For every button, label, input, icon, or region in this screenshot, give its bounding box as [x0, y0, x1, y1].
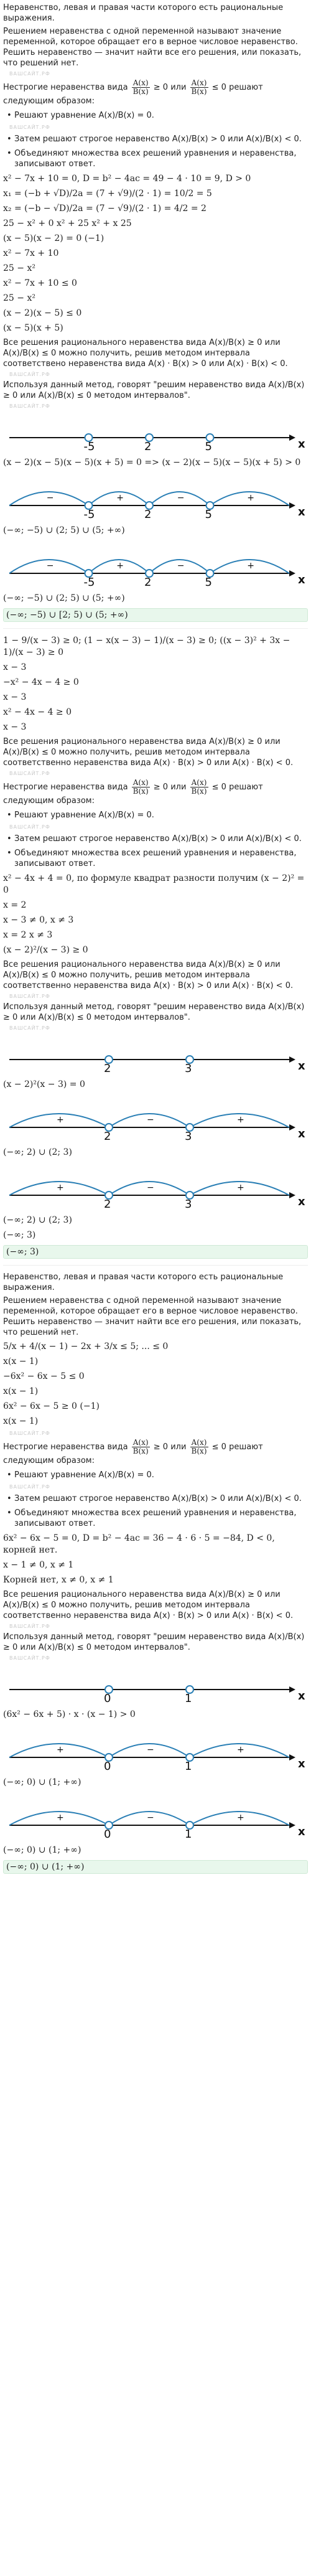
sign-label: −: [147, 1183, 154, 1193]
sign-label: +: [57, 1813, 64, 1823]
number-line: [3, 1662, 308, 1706]
list-item: • Объединяют множества всех решений уравнения и неравенства, записывают ответ.: [3, 148, 308, 169]
math-line: Корней нет, x ≠ 0, x ≠ 1: [3, 1575, 114, 1585]
interval-answer: (−∞; 0) ∪ (1; +∞): [3, 1845, 81, 1855]
sign-label: −: [46, 493, 54, 503]
fraction: $\frac{A(x)}{B(x)}$: [191, 1438, 207, 1455]
definition-text: Неравенство, левая и правая части которого есть рациональные выражения.: [3, 1272, 284, 1292]
sign-label: +: [57, 1183, 64, 1193]
watermark: ВАШСАЙТ.РФ: [9, 1025, 50, 1031]
watermark: ВАШСАЙТ.РФ: [9, 994, 50, 999]
number-line: [3, 1792, 308, 1841]
axis-label: x: [298, 1690, 305, 1703]
sign-label: −: [147, 1745, 154, 1755]
point-label: 2: [104, 1198, 111, 1211]
axis-arrow: [289, 570, 295, 576]
sign-label: +: [247, 493, 254, 503]
method-text: Все решения рационального неравенства вида A(x)/B(x) ≥ 0 или A(x)/B(x) ≤ 0 можно получить, решив методом интервала соответственно неравенства вида A(x) · B(x) > 0 или A(x) · B(x) < 0.: [3, 737, 294, 768]
watermark: ВАШСАЙТ.РФ: [9, 372, 50, 377]
math-line: x² − 7x + 10 ≤ 0: [3, 278, 77, 288]
sign-label: +: [57, 1745, 64, 1755]
point-label: -5: [83, 508, 95, 521]
point-label: 3: [185, 1198, 192, 1211]
axis-arrow: [289, 502, 295, 509]
math-line: x₂ = (−b − √D)/2a = (7 − √9)/(2 · 1) = 4/2 = 2: [3, 204, 207, 214]
point-label: 1: [185, 1760, 192, 1773]
sign-label: −: [177, 493, 185, 503]
math-line: x(x − 1): [3, 1356, 39, 1366]
math-line: −x² − 4x − 4 ≥ 0: [3, 677, 79, 687]
math-line: x² − 7x + 10: [3, 248, 59, 258]
rule-text: Нестрогие неравенства вида $\frac{A(x)}{B(x)}$ ≥ 0 или $\frac{A(x)}{B(x)}$ ≤ 0 решают следующим образом:: [3, 1438, 263, 1465]
math-line: x₁ = (−b + √D)/2a = (7 + √9)/(2 · 1) = 10/2 = 5: [3, 189, 212, 199]
final-answer: (−∞; 0) ∪ (1; +∞): [3, 1860, 308, 1874]
math-line: 1 − 9/(x − 3) ≥ 0; (1 − x(x − 3) − 1)/(x − 3) ≥ 0; ((x − 3)² + 3x − 1)/(x − 3) ≥ 0: [3, 636, 290, 657]
definition-text: Неравенство, левая и правая части которого есть рациональные выражения.: [3, 3, 284, 23]
list-item: • Объединяют множества всех решений уравнения и неравенства, записывают ответ.: [3, 1508, 308, 1529]
interval-answer: (−∞; 3): [3, 1230, 36, 1240]
math-line: (x − 5)(x − 2) = 0 (−1): [3, 233, 104, 243]
method-text: Используя данный метод, говорят "решим неравенство вида A(x)/B(x) ≥ 0 или A(x)/B(x) ≤ 0 методом интервалов".: [3, 1002, 305, 1022]
list-item: • Затем решают строгое неравенство A(x)/B(x) > 0 или A(x)/B(x) < 0.: [3, 134, 308, 144]
sign-label: −: [46, 561, 54, 571]
method-text: Используя данный метод, говорят "решим неравенство вида A(x)/B(x) ≥ 0 или A(x)/B(x) ≤ 0 методом интервалов".: [3, 1632, 305, 1652]
example-1: [3, 2, 308, 622]
math-line: x² − 4x + 4 = 0, по формуле квадрат разности получим (x − 2)² = 0: [3, 873, 305, 895]
rule-text: Нестрогие неравенства вида $\frac{A(x)}{B(x)}$ ≥ 0 или $\frac{A(x)}{B(x)}$ ≤ 0 решают следующим образом:: [3, 78, 263, 106]
rule-text: Нестрогие неравенства вида $\frac{A(x)}{B(x)}$ ≥ 0 или $\frac{A(x)}{B(x)}$ ≤ 0 решают следующим образом:: [3, 778, 263, 806]
sign-label: +: [237, 1115, 244, 1125]
axis-arrow: [289, 1192, 295, 1198]
list-item: • Объединяют множества всех решений уравнения и неравенства, записывают ответ.: [3, 848, 308, 869]
list-item: • Затем решают строгое неравенство A(x)/B(x) > 0 или A(x)/B(x) < 0.: [3, 834, 308, 844]
watermark: ВАШСАЙТ.РФ: [9, 824, 50, 830]
final-answer: (−∞; −5) ∪ [2; 5) ∪ (5; +∞): [3, 608, 308, 622]
axis-arrow: [289, 1822, 295, 1828]
math-line: (x − 2)(x − 5)(x − 5)(x + 5) = 0 => (x − 2)(x − 5)(x − 5)(x + 5) > 0: [3, 458, 301, 468]
fraction: $\frac{A(x)}{B(x)}$: [132, 78, 149, 96]
math-line: 5/x + 4/(x − 1) − 2x + 3/x ≤ 5; ... ≤ 0: [3, 1342, 169, 1351]
divider: [3, 628, 308, 629]
interval-answer: (−∞; −5) ∪ (2; 5) ∪ (5; +∞): [3, 525, 125, 535]
number-line: [3, 472, 308, 522]
math-line: 25 − x²: [3, 293, 35, 303]
point-label: 5: [205, 440, 212, 453]
watermark: ВАШСАЙТ.РФ: [9, 1484, 50, 1490]
watermark: ВАШСАЙТ.РФ: [9, 1431, 50, 1436]
math-line: x − 3 ≠ 0, x ≠ 3: [3, 915, 74, 925]
interval-answer: (−∞; −5) ∪ (2; 5) ∪ (5; +∞): [3, 593, 125, 603]
fraction: $\frac{A(x)}{B(x)}$: [191, 778, 207, 796]
math-line: (x − 2)²/(x − 3) ≥ 0: [3, 945, 88, 955]
list-item: • Решают уравнение A(x)/B(x) = 0.: [3, 1470, 308, 1480]
point-label: 5: [205, 508, 212, 521]
point-label: 2: [144, 440, 152, 453]
sign-label: +: [237, 1813, 244, 1823]
point-label: 3: [185, 1130, 192, 1143]
axis-label: x: [298, 1825, 305, 1838]
point-label: 5: [205, 576, 212, 589]
definition-text: Решением неравенства с одной переменной называют значение переменной, которое обращает его в верное числовое неравенство. Решить неравенство — значит найти все его решения, или показать, что решений нет.: [3, 27, 302, 68]
fraction: $\frac{A(x)}{B(x)}$: [191, 78, 207, 96]
math-line: x(x − 1): [3, 1386, 39, 1396]
axis-arrow: [289, 1754, 295, 1760]
math-line: 25 − x²: [3, 263, 35, 273]
sign-label: +: [237, 1183, 244, 1193]
sign-label: +: [237, 1745, 244, 1755]
number-line: [3, 540, 308, 590]
watermark: ВАШСАЙТ.РФ: [9, 403, 50, 409]
number-line: [3, 1032, 308, 1076]
fraction: $\frac{A(x)}{B(x)}$: [132, 1438, 149, 1455]
method-text: Все решения рационального неравенства вида A(x)/B(x) ≥ 0 или A(x)/B(x) ≤ 0 можно получить, решив методом интервала соответственно неравенства вида A(x) · B(x) > 0 или A(x) · B(x) < 0.: [3, 960, 294, 990]
axis-label: x: [298, 1195, 305, 1208]
number-line: [3, 410, 308, 454]
example-2: [3, 635, 308, 1259]
point-label: -5: [83, 576, 95, 589]
interval-answer: (−∞; 2) ∪ (2; 3): [3, 1215, 72, 1225]
method-text: Используя данный метод, говорят "решим неравенство вида A(x)/B(x) ≥ 0 или A(x)/B(x) ≤ 0 методом интервалов".: [3, 380, 305, 400]
math-line: x − 3: [3, 692, 27, 702]
math-line: 6x² − 6x − 5 = 0, D = b² − 4ac = 36 − 4 · 6 · 5 = −84, D < 0, корней нет.: [3, 1533, 275, 1555]
math-line: x(x − 1): [3, 1416, 39, 1426]
final-answer: (−∞; 3): [3, 1245, 308, 1259]
definition-text: Решением неравенства с одной переменной называют значение переменной, которое обращает его в верное числовое неравенство. Решить неравенство — значит найти все его решения, или показать, что решений нет.: [3, 1296, 302, 1337]
point-label: 1: [185, 1828, 192, 1841]
sign-label: +: [116, 561, 124, 571]
number-line: [3, 1162, 308, 1211]
math-line: (x − 2)(x − 5) ≤ 0: [3, 308, 82, 318]
sign-label: −: [147, 1813, 154, 1823]
sign-label: +: [116, 493, 124, 503]
axis-label: x: [298, 1757, 305, 1770]
number-line: [3, 1724, 308, 1774]
math-line: x − 3: [3, 722, 27, 732]
fraction: $\frac{A(x)}{B(x)}$: [132, 778, 149, 796]
axis-arrow: [289, 435, 295, 441]
list-item: • Решают уравнение A(x)/B(x) = 0.: [3, 110, 308, 121]
axis-label: x: [298, 573, 305, 586]
point-label: 3: [185, 1062, 192, 1075]
point-label: 2: [104, 1062, 111, 1075]
list-item: • Затем решают строгое неравенство A(x)/B(x) > 0 или A(x)/B(x) < 0.: [3, 1493, 308, 1504]
interval-answer: (−∞; 2) ∪ (2; 3): [3, 1147, 72, 1157]
point-label: 0: [104, 1760, 111, 1773]
sign-label: −: [177, 561, 185, 571]
example-3: [3, 1272, 308, 1874]
list-item: • Решают уравнение A(x)/B(x) = 0.: [3, 810, 308, 820]
watermark: ВАШСАЙТ.РФ: [9, 1624, 50, 1629]
number-line: [3, 1094, 308, 1144]
document: [0, 2, 311, 1874]
math-line: −6x² − 6x − 5 ≤ 0: [3, 1371, 85, 1381]
math-line: (x − 2)²(x − 3) = 0: [3, 1079, 85, 1089]
method-text: Все решения рационального неравенства вида A(x)/B(x) ≥ 0 или A(x)/B(x) ≤ 0 можно получить, решив методом интервала соответствено неравенства вида A(x) · B(x) > 0 или A(x) · B(x) < 0.: [3, 338, 288, 369]
axis-arrow: [289, 1124, 295, 1131]
point-label: 1: [185, 1692, 192, 1705]
sign-label: +: [57, 1115, 64, 1125]
sign-label: +: [247, 561, 254, 571]
divider: [3, 1265, 308, 1266]
math-line: x − 1 ≠ 0, x ≠ 1: [3, 1560, 74, 1570]
watermark: ВАШСАЙТ.РФ: [9, 125, 50, 130]
method-text: Все решения рационального неравенства вида A(x)/B(x) ≥ 0 или A(x)/B(x) ≤ 0 можно получить, решив методом интервала соответственно неравенства вида A(x) · B(x) > 0 или A(x) · B(x) < 0.: [3, 1590, 294, 1620]
math-line: 6x² − 6x − 5 ≥ 0 (−1): [3, 1401, 100, 1411]
axis-label: x: [298, 505, 305, 519]
watermark: ВАШСАЙТ.РФ: [9, 771, 50, 776]
point-label: 2: [144, 508, 152, 521]
math-line: x − 3: [3, 662, 27, 672]
math-line: x = 2: [3, 900, 27, 910]
axis-arrow: [289, 1686, 295, 1693]
watermark: ВАШСАЙТ.РФ: [9, 1655, 50, 1661]
sign-label: −: [147, 1115, 154, 1125]
watermark: ВАШСАЙТ.РФ: [9, 71, 50, 77]
math-line: x = 2 x ≠ 3: [3, 930, 53, 940]
axis-label: x: [298, 1060, 305, 1073]
interval-answer: (−∞; 0) ∪ (1; +∞): [3, 1777, 81, 1787]
axis-label: x: [298, 438, 305, 451]
point-label: 0: [104, 1692, 111, 1705]
math-line: (6x² − 6x + 5) · x · (x − 1) > 0: [3, 1709, 136, 1719]
point-label: 2: [104, 1130, 111, 1143]
axis-label: x: [298, 1127, 305, 1140]
math-line: x² − 4x − 4 ≥ 0: [3, 707, 72, 717]
point-label: 0: [104, 1828, 111, 1841]
point-label: 2: [144, 576, 152, 589]
axis-arrow: [289, 1056, 295, 1063]
point-label: -5: [83, 440, 95, 453]
math-line: x² − 7x + 10 = 0, D = b² − 4ac = 49 − 4 · 10 = 9, D > 0: [3, 174, 251, 184]
math-line: 25 − x² + 0 x² + 25 x² + x 25: [3, 219, 132, 228]
math-line: (x − 5)(x + 5): [3, 323, 63, 333]
